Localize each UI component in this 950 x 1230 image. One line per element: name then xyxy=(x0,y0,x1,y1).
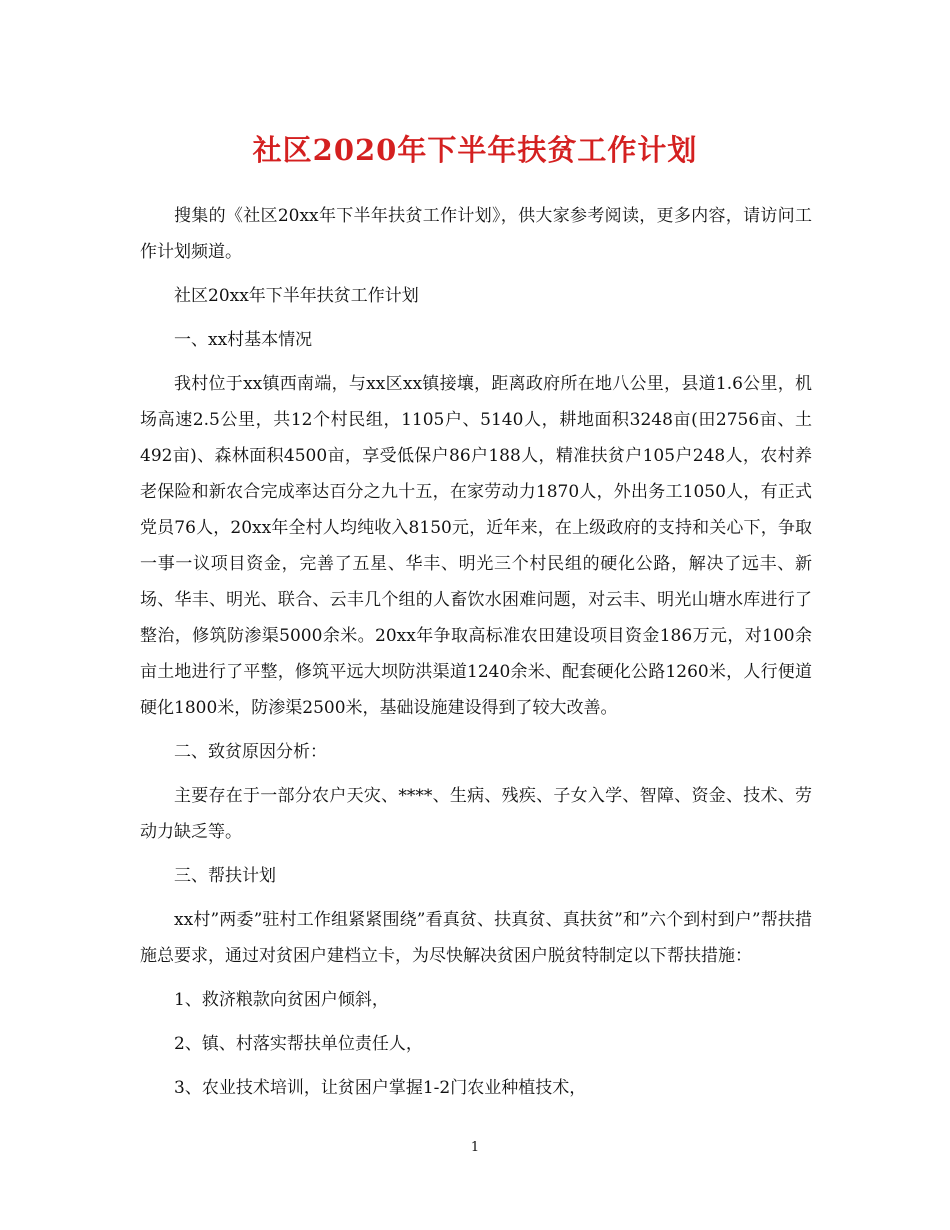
section-heading-poverty-causes: 二、致贫原因分析： xyxy=(174,742,327,762)
section-heading-assistance-plan: 三、帮扶计划 xyxy=(174,866,276,886)
poverty-causes-paragraph: 主要存在于一部分农户天灾、****、生病、残疾、子女入学、智障、资金、技术、劳动力缺乏等。 xyxy=(140,786,812,842)
subtitle-paragraph: 社区20xx年下半年扶贫工作计划 xyxy=(174,286,419,306)
assistance-plan-paragraph: xx村”两委”驻村工作组紧紧围绕”看真贫、扶真贫、真扶贫”和”六个到村到户”帮扶措施总要求，通过对贫困户建档立卡，为尽快解决贫困户脱贫特制定以下帮扶措施： xyxy=(140,910,812,966)
document-title: 社区2020年下半年扶贫工作计划 xyxy=(252,133,698,167)
basic-info-paragraph: 我村位于xx镇西南端，与xx区xx镇接壤，距离政府所在地八公里，县道1.6公里，机场高速2.5公里，共12个村民组，1105户、5140人，耕地面积3248亩(田2756亩、土492亩)、森林面积4500亩，享受低保户86户188人，精准扶贫户105户248人，农村养老保险和新农合完成率达百分之九十五，在家劳动力1870人，外出务工1050人，有正式党员76人，20xx年全村人均纯收入8150元，近年来，在上级政府的支持和关心下，争取一事一议项目资金，完善了五星、华丰、明光三个村民组的硬化公路，解决了远丰、新场、华丰、明光、联合、云丰几个组的人畜饮水困难问题，对云丰、明光山塘水库进行了整治，修筑防渗渠5000余米。20xx年争取高标准农田建设项目资金186万元，对100余亩土地进行了平整，修筑平远大坝防洪渠道1240余米、配套硬化公路1260米，人行便道硬化1800米，防渗渠2500米，基础设施建设得到了较大改善。 xyxy=(140,374,812,718)
intro-paragraph: 搜集的《社区20xx年下半年扶贫工作计划》，供大家参考阅读，更多内容，请访问工作计划频道。 xyxy=(140,206,812,262)
list-item: 1、救济粮款向贫困户倾斜， xyxy=(174,990,389,1010)
list-item: 3、农业技术培训，让贫困户掌握1-2门农业种植技术， xyxy=(174,1078,587,1098)
list-item: 2、镇、村落实帮扶单位责任人， xyxy=(174,1034,423,1054)
document-body xyxy=(140,198,812,1106)
page-number: 1 xyxy=(470,1140,480,1155)
section-heading-basic-info: 一、xx村基本情况 xyxy=(174,330,313,350)
